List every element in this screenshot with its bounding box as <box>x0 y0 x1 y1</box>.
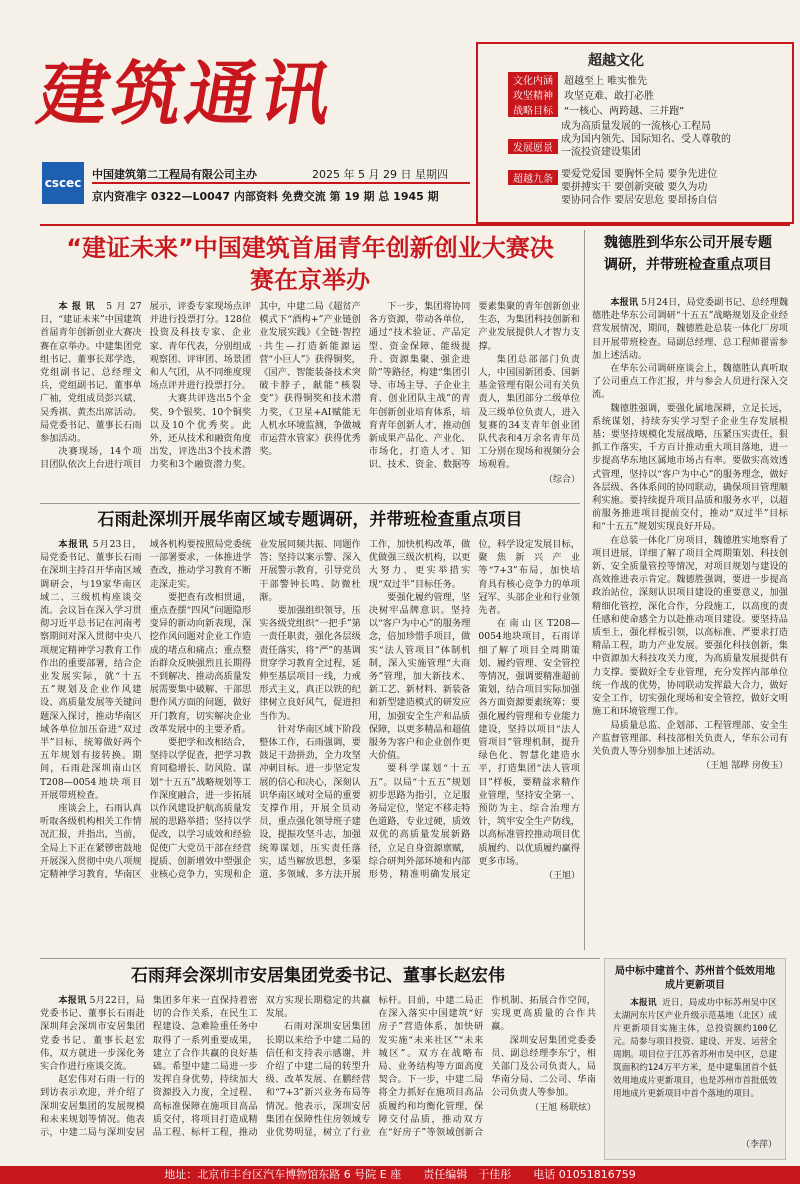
article1-signature: （综合） <box>543 474 580 485</box>
article-paragraph: 在总装一体化厂房项目，魏德胜实地察看了项目进展，详细了解了项目全周期策划、科技创新、安全质量管控等情况，对项目规划与建设的高效推进表示肯定。魏德胜强调，要进一步提高政治站位，深刻认识项目建设的重要意义，加强精细化管控，深化合作，分段施工，以高度的责任感和使命感全力以赴推动项目建设。要坚持品质至上，强化样板引领，以高标准、严要求打造精品工程，助力产业发展。要强化科技创新，集中资源加大科技攻关力度，为高质量发展提供有力支撑。要做好全专业管理，充分发挥内部单位统一作战的优势，协同联动发挥最大合力，做好安全工作，切实强化现场和安全管控，做好文明施工和环境管理工作。 <box>592 534 788 718</box>
culture-values-lines <box>561 168 717 207</box>
cscec-logo: cscec <box>42 162 84 204</box>
target-line: 一流投资建设集团 <box>561 147 641 158</box>
culture-text: 攻坚克难、敢打必胜 <box>564 91 654 102</box>
article4-headline: 石雨拜会深圳市安居集团党委书记、董事长赵宏伟 <box>131 966 505 986</box>
masthead-title: 建筑通讯 <box>31 52 343 135</box>
culture-label: 攻坚精神 <box>508 87 558 102</box>
paragraph-text: 5月22日，局党委书记、董事长石雨赴深圳拜会深圳市安居集团党委书记、董事长赵宏伟，双方就进一步深化务实合作进行座谈交流。 <box>40 995 145 1073</box>
headline-line: 赛在京举办 <box>250 266 370 294</box>
paragraph-text: 5月23日，局党委书记、董事长石雨在深圳主持召开华南区域调研会，与19家华南区域二、三级机构座谈交流。会议旨在深入学习贯彻习近平总书记在河南考察期间对深入贯彻中央八项规定精神学习教育工作作出的重要部署，结合企业发展实际，就“十五五”规划及企业作风建设、高质量发展等关键问题深入探讨，推动华南区域各单位加压奋进“双过半”目标，统筹做好两个五年规划有接转换。期间，石雨赴深圳南山区T208—0054地块项目开展带班检查。 <box>40 539 142 801</box>
permit-line: 京内资准字 0322—L0047 内部资料 免费交流 第 19 期 总 1945 期 <box>92 190 439 203</box>
values-line: 要拼搏实干 要创新突破 要久为功 <box>561 182 708 193</box>
paragraph-text: 近日，局成功中标苏州吴中区太湖河东片区产业升级示范基地（北区）成片更新项目实施主体，总投资额约100亿元。局参与项目投资、建设、开发、运营全周期。项目位于江苏省苏州市吴中区，总建筑面积约124万平方米，是中建集团首个低效用地成片更新项目，也是苏州市首批低效用地成片更新项目中首个落地的项目。 <box>613 998 777 1099</box>
article-paragraph: 集团总部部门负责人，中国国新团委、国新基金管理有限公司有关负责人，集团部分二级单位及三级单位负责人，进入复赛的34支青年创业团队代表和4万余名青年员工分别在现场和视频分会场观看。 <box>478 353 580 471</box>
notice-signature: （李萍） <box>740 1140 777 1150</box>
culture-label: 文化内涵 <box>508 72 558 87</box>
culture-label: 超越九条 <box>508 170 558 185</box>
paragraph-text: 5月24日，局党委副书记、总经理魏德胜赴华东公司调研“十五五”战略规划及企业经营发展情况，期间，魏德胜赴总装一体化厂房项目开展带班检查。局副总经理、总工程师翟雷参加上述活动。 <box>592 297 788 361</box>
article-paragraph: 赵宏伟对石雨一行的到访表示欢迎，并介绍了深圳安居集团的发展规模和未来规划等情况。他表示，中建二局与深圳安居集团多年来一直保持着密切的合作关系，在民生工程建设、急难险重任务中取得了一系列重要成果，建立了合作共赢的良好基础。希望中建二局进一步发挥自身优势，持续加大资源投入力度，全过程、高标准保障在施项目高品质交付，将项目打造成精品工程、标杆工程，推动双方实现长期稳定的共赢发展。 <box>40 995 371 1139</box>
notice-title: 局中标中建首个、苏州首个低效用地成片更新项目 <box>615 966 775 991</box>
article-paragraph: 要加强组织领导，压实各级党组织“一把手”第一责任职责，强化各层级责任落实，将“严”的基调贯穿学习教育全过程，延伸至基层项目一线，力戒形式主义，真正以铁的纪律树立良好风气，促进担当作为。 <box>259 605 361 722</box>
article1-body <box>40 300 580 500</box>
culture-label: 发展愿景 <box>508 139 558 154</box>
culture-box <box>476 42 794 224</box>
notice-body <box>605 997 785 1137</box>
issue-date: 2025 年 5 月 29 日 星期四 <box>312 168 448 181</box>
article-paragraph: 决赛现场，14个项目团队依次上台进行项目展示，评委专家现场点评并进行投票打分。128位投资及科技专家、企业家、青年代表，分别组成观察团、评审团、场景团和人气团，从不同维度现场点评并进行投票打分。 <box>40 301 252 471</box>
article-paragraph: 下一步，集团将协同各方资源，带动各单位，通过“技术验证、产品定型、资金保障、能级提升、资源集聚、强企进阶”等路径，构建“集团引导、市场主导、子企业主育、创业团队主战”的青年创新创业培育体系，培育青年创新人才，推动创新成果产品化、产业化、市场化，打造人才、知识、技术、资金、数据等要素集聚的青年创新创业生态，为集团科技创新和产业发展提供人才智力支撑。 <box>368 301 580 471</box>
notice-box <box>604 958 786 1160</box>
section-rule <box>40 958 600 959</box>
lead-tag: 本报讯 <box>58 301 99 312</box>
article2-body <box>40 538 580 958</box>
article2-headline: 石雨赴深圳开展华南区域专题调研，并带班检查重点项目 <box>97 510 523 530</box>
article-paragraph: 魏德胜强调，要强化属地深耕，立足长远，系统谋划，持续夯实学习型子企业生存发展根基；要坚持规模化发展战略，压紧压实责任，狠抓工作落实，千方百计推动重大项目落地，进一步提高华东地区属地市场占有率。要做实高效透式管理，坚持以“客户为中心”的服务理念，做好各层级、各体系间的协同联动，确保项目管理顺利实施。要持续提升项目品质和服务水平，以超前服务推进项目提前交付，推动“双过半”目标和“十五五”规划实现良好开局。 <box>592 402 788 533</box>
headline-line: 调研，并带班检查重点项目 <box>604 257 772 273</box>
article-paragraph: 针对华南区域下阶段整体工作，石雨强调，要鼓足干劲拼劲，全力攻坚冲刺目标。进一步坚定发展的信心和决心，深刻认识华南区域对全局的重要支撑作用，开展全员动员，重点强化领导班子建设，提振攻坚斗志，加强统筹谋划，压实责任落实，适当解放思想，多渠道、多领域、多方法开展工作，加快机构改革，做优做强三级次机构，以更大努力、更实举措实现“双过半”目标任务。 <box>259 539 471 881</box>
article-paragraph: 大赛共评选出5个金奖、9个银奖、10个铜奖以及10个优秀奖。此外，还从技术和融资角度出发，评选出3个技术潜力奖和3个融资潜力奖。其中，中建二局《超贫产模式下“酒构+”产业链创业发展实践》《全链·智控·共生—打造新能源运营“小巨人”》获得铜奖，《国产、智能装备技术突破卡脖子，献能“核裂变”》获得铜奖和技术潜力奖，《卫星+AI赋能无人机水环境监测，争做城市运营水管家》获得优秀奖。 <box>149 301 361 471</box>
culture-title: 超越文化 <box>588 53 644 69</box>
target-line: 成为高质量发展的一流核心工程局 <box>561 121 711 132</box>
article-paragraph: 要把学和改相结合，坚持以学促查，把学习教育同稳增长、防风险、谋划“十五五”战略规划等工作深度融合，进一步拓展以作风建设护航高质量发展的思路举措；坚持以学促改，以学习成效和经验促使广大党员干部在经营提质、创新增效中塑强企业核心竞争力，实现和企业发展同频共振、同题作答；坚持以案示警、深入开展警示教育，引导党员干部警钟长鸣、防微杜渐。 <box>149 539 361 881</box>
article-paragraph: 座谈会上，石雨认真听取各级机构相关工作情况汇报，并指出，当前，全局上下正在紧锣密鼓地开展深入贯彻中央八项规定精神学习教育，华南区域各机构要按照局党委统一部署要求，一体推进学查改，推动学习教育不断走深走实。 <box>40 539 252 881</box>
article4-body <box>40 994 596 1162</box>
article-paragraph: 要科学谋划“十五五”。以局“十五五”规划初步思路为指引，立足服务局定位，坚定不移走特色道路，专业过硬，质效双优的高质量发展新路径，立足自身资源禀赋，综合研判外部环境和内部形势，精准明确发展定位，科学设定发展目标，聚焦新兴产业等“7+3”布局，加快培育具有核心竞争力的单项冠军、头部企业和行业领先者。 <box>368 539 580 881</box>
article-paragraph: 石雨对深圳安居集团长期以来给予中建二局的信任和支持表示感谢，并介绍了中建二局的转型升级、改革发展、在鹏经营和“7+3”新兴业务布局等情况。他表示，深圳安居集团在保障性住房领域专业优势明显，树立了行业标杆。目前，中建二局正在深入落实中国建筑“好房子”营造体系，加快研发实施“未来社区”“未来城区”。双方在战略布局、业务结构等方面高度契合。下一步，中建二局将全力抓好在施项目高品质履约和均衡化管理，保障交付品质，推动双方在“好房子”等领域创新合作机制、拓展合作空间，实现更高质量的合作共赢。 <box>265 995 596 1139</box>
article-paragraph: 在南山区T208—0054地块项目，石雨详细了解了项目全周期策划、履约管理、安全管控等情况，强调要精准超前策划，结合项目实际加强各方面资源要素统筹；要强化履约管理和专业能力建设，坚持以项目“法人管项目”管理机制，提升绿色化、智慧化建造水平，打造集团“法人管项目”样板，要精益求精作业管理，坚持安全第一、预防为主、综合治理方针，筑牢安全生产防线，以高标准管控推动项目优质履约、以优质履约赢得更多市场。 <box>478 618 580 867</box>
lead-tag: 本报讯 <box>630 998 657 1008</box>
paragraph-text: 5月27日，“建证未来”中国建筑首届青年创新创业大赛决赛在京举办。中建集团党组书记、董事长郑学选，党组副书记、总经理文兵，党组副书记、董事单广袖，党组成员彭兴斌、吴秀祺、黄杰出席活动。局党委书记、董事长石雨参加活动。 <box>40 301 142 445</box>
article-paragraph: 局质量总监、企划部、工程管理部、安全生产监督管理部、科技部相关负责人，华东公司有关负责人等分别参加上述活动。 <box>592 719 788 757</box>
article-paragraph: 要强化履约管理，坚决树牢品牌意识。坚持以“客户为中心”的服务理念，倍加珍惜手项目，做实“法人管项目”体制机制，深入实施管理“大商务”管理，加大新技术、新工艺、新材料、新装备和新型建造模式的研发应用，加强安全生产和品质保障，以更多精品和超值服务为客户和企业创作更大价值。 <box>368 591 471 762</box>
culture-row <box>508 102 684 117</box>
article4-signature: （王旭 杨联炫） <box>530 1102 596 1113</box>
lead-tag: 本报讯 <box>58 539 89 550</box>
footer-bar: 地址：北京市丰台区汽车博物馆东路 6 号院 E 座 责任编辑 于佳彤 电话 01051816759 <box>0 1166 800 1184</box>
values-line: 要爱党爱国 要胸怀全局 要争先进位 <box>561 169 718 180</box>
lead-tag: 本报讯 <box>58 995 87 1006</box>
article-paragraph <box>40 538 142 802</box>
column-divider <box>584 230 585 950</box>
culture-text: 超越至上 唯实惟先 <box>564 76 648 87</box>
culture-row <box>508 72 647 87</box>
article-paragraph <box>592 296 788 362</box>
values-line: 要协同合作 要居安思危 要昂扬自信 <box>561 195 718 206</box>
culture-row <box>508 139 564 154</box>
culture-row <box>508 170 564 185</box>
headline-line: 魏德胜到华东公司开展专题 <box>604 235 772 251</box>
masthead-rule <box>92 182 470 184</box>
culture-label: 战略目标 <box>508 102 558 117</box>
lead-tag: 本报讯 <box>610 297 639 308</box>
article3-body <box>592 296 788 942</box>
article3-signature: （王旭 郜晔 房俊玉） <box>701 761 788 772</box>
section-rule <box>40 503 580 504</box>
culture-text: “一核心、两跨越、三并跑” <box>564 106 685 117</box>
article2-signature: （王旭） <box>543 871 580 882</box>
article-paragraph: 深圳安居集团党委委员、副总经理李东宁，相关部门及公司负责人，局华南分局、二公司、华南公司负责人等参加。 <box>491 1034 596 1099</box>
sponsor-line: 中国建筑第二工程局有限公司主办 <box>92 168 257 181</box>
headline-line: “建证未来”中国建筑首届青年创新创业大赛决 <box>66 234 554 262</box>
article3-headline <box>586 232 790 276</box>
top-rule <box>40 224 790 226</box>
target-line: 成为国内领先、国际知名、受人尊敬的 <box>561 134 731 145</box>
article1-headline <box>40 232 580 296</box>
article-paragraph: 要把查有改相贯通，重点查摆“四风”问题隐形变异的新动向新表现，深挖作风问题对企业工作造成的堵点和痛点；重点整治群众反映强烈且长期得不到解决、推动高质量发展需要集中破解、干部思想作风方面的问题，做好开门教育，切实解决企业改革发展中的主要矛盾。 <box>149 591 252 735</box>
culture-target-lines <box>561 120 731 159</box>
culture-row <box>508 87 654 102</box>
notice-paragraph <box>613 997 777 1101</box>
article-paragraph <box>40 994 145 1073</box>
article-paragraph: 在华东公司调研座谈会上，魏德胜认真听取了公司重点工作汇报，并与参会人员进行深入交流。 <box>592 363 788 401</box>
article-paragraph <box>40 300 142 445</box>
